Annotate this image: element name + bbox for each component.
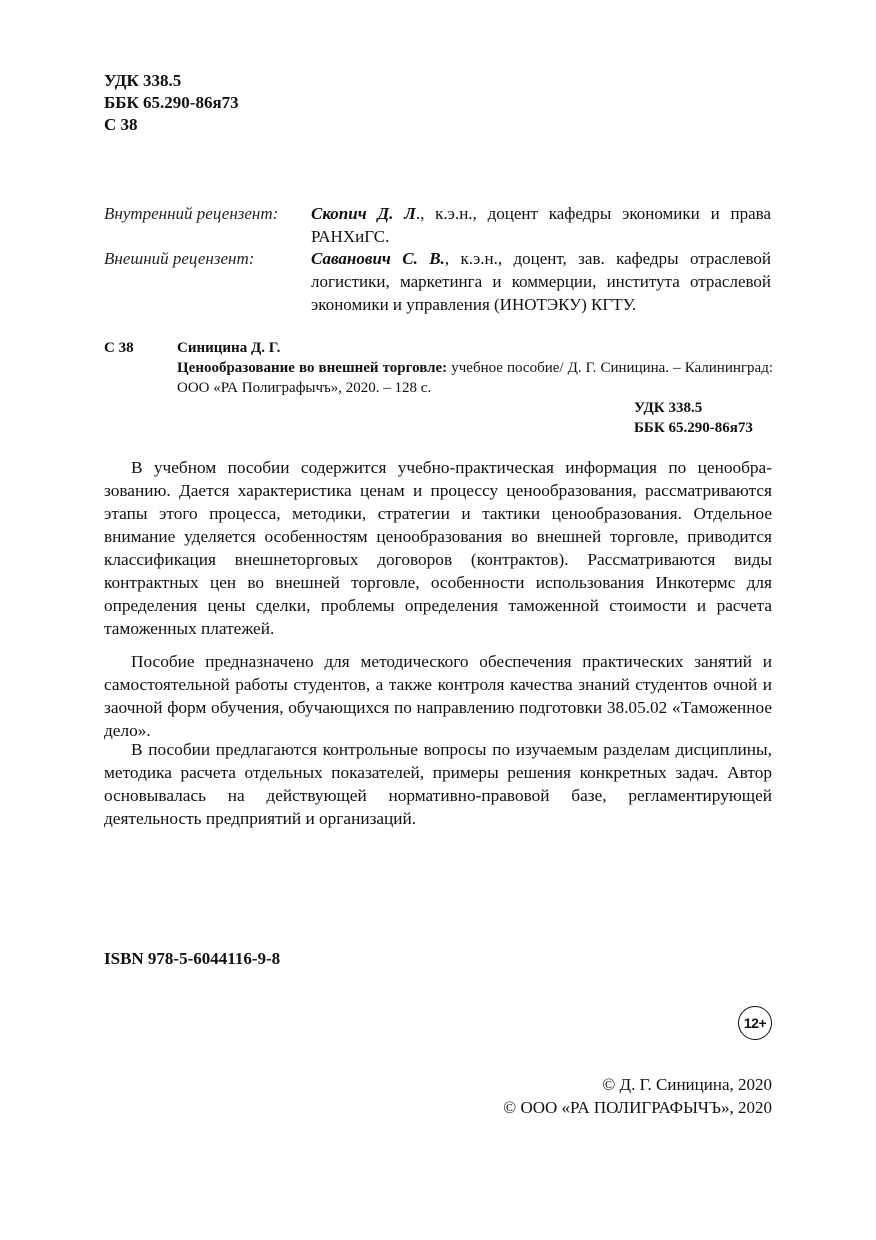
external-reviewer-name: Саванович С. В.	[311, 249, 445, 268]
internal-reviewer-details: ., к.э.н., доцент кафедры экономики и права РАНХиГС.	[311, 204, 771, 246]
copyright-block	[503, 1073, 772, 1119]
bbk-code: ББК 65.290-86я73	[104, 93, 239, 112]
catalog-card-description: учебное пособие/ Д. Г. Синицина. – Калининград: ООО «РА Полиграфычъ», 2020. – 128 с.	[177, 360, 773, 396]
abstract-paragraph-2: Пособие предназначено для методического обеспечения практических занятий и самостоятельной работы студентов, а также контроля качества знаний студентов очной и заочной форм обучения, обучающихся по направлению подготовки 38.05.02 «Таможенное дело».	[104, 652, 772, 740]
udk-code: УДК 338.5	[104, 71, 182, 90]
catalog-card-codes	[634, 398, 772, 438]
copyright-publisher: © ООО «РА ПОЛИГРАФЫЧЪ», 2020	[503, 1098, 772, 1117]
age-rating-badge	[738, 1006, 772, 1040]
catalog-card-bbk: ББК 65.290-86я73	[634, 420, 753, 436]
external-reviewer-details: , к.э.н., доцент, зав. кафедры отраслевой логистики, маркетинга и коммерции, института отраслевой экономики и управления (ИНОТЭКУ) КГТУ.	[311, 249, 771, 314]
internal-reviewer-text	[311, 202, 771, 248]
internal-reviewer-name: Скопич Д. Л	[311, 204, 416, 223]
catalog-card-body	[177, 338, 773, 398]
catalog-card-title: Ценообразование во внешней торговле:	[177, 360, 448, 376]
external-reviewer-text	[311, 247, 771, 316]
abstract-paragraph-1: В учебном пособии содержится учебно-практическая информация по ценообразованию. Дается характеристика ценам и процессу ценообразования, рассматриваются этапы этого процесса, методики, стратегии и тактики ценообразования. Отдельное внимание уделяется особенностям ценообразования во внешней торговле, приводится классификация внешнеторговых договоров (контрактов). Рассматриваются виды контрактных цен во внешней торговле, особенности использования Инкотермс для определения цены сделки, проблемы определения таможенной стоимости и расчета таможенных платежей.	[104, 458, 772, 638]
catalog-card-code: С 38	[104, 340, 134, 356]
author-mark: С 38	[104, 115, 138, 134]
abstract-paragraph-3: В пособии предлагаются контрольные вопросы по изучаемым разделам дисциплины, методика расчета отдельных показателей, примеры решения конкретных задач. Автор основывалась на действующей нормативно-правовой базе, регламентирующей деятельность предприятий и организаций.	[104, 740, 772, 828]
catalog-card-udk: УДК 338.5	[634, 400, 703, 416]
external-reviewer-label: Внешний рецензент:	[104, 249, 255, 268]
internal-reviewer-label: Внутренний рецензент:	[104, 204, 279, 223]
classification-codes	[104, 70, 239, 136]
age-rating-text: 12+	[743, 1015, 767, 1031]
copyright-author: © Д. Г. Синицина, 2020	[602, 1075, 772, 1094]
catalog-card-author: Синицина Д. Г.	[177, 340, 281, 356]
isbn: ISBN 978-5-6044116-9-8	[104, 949, 281, 968]
